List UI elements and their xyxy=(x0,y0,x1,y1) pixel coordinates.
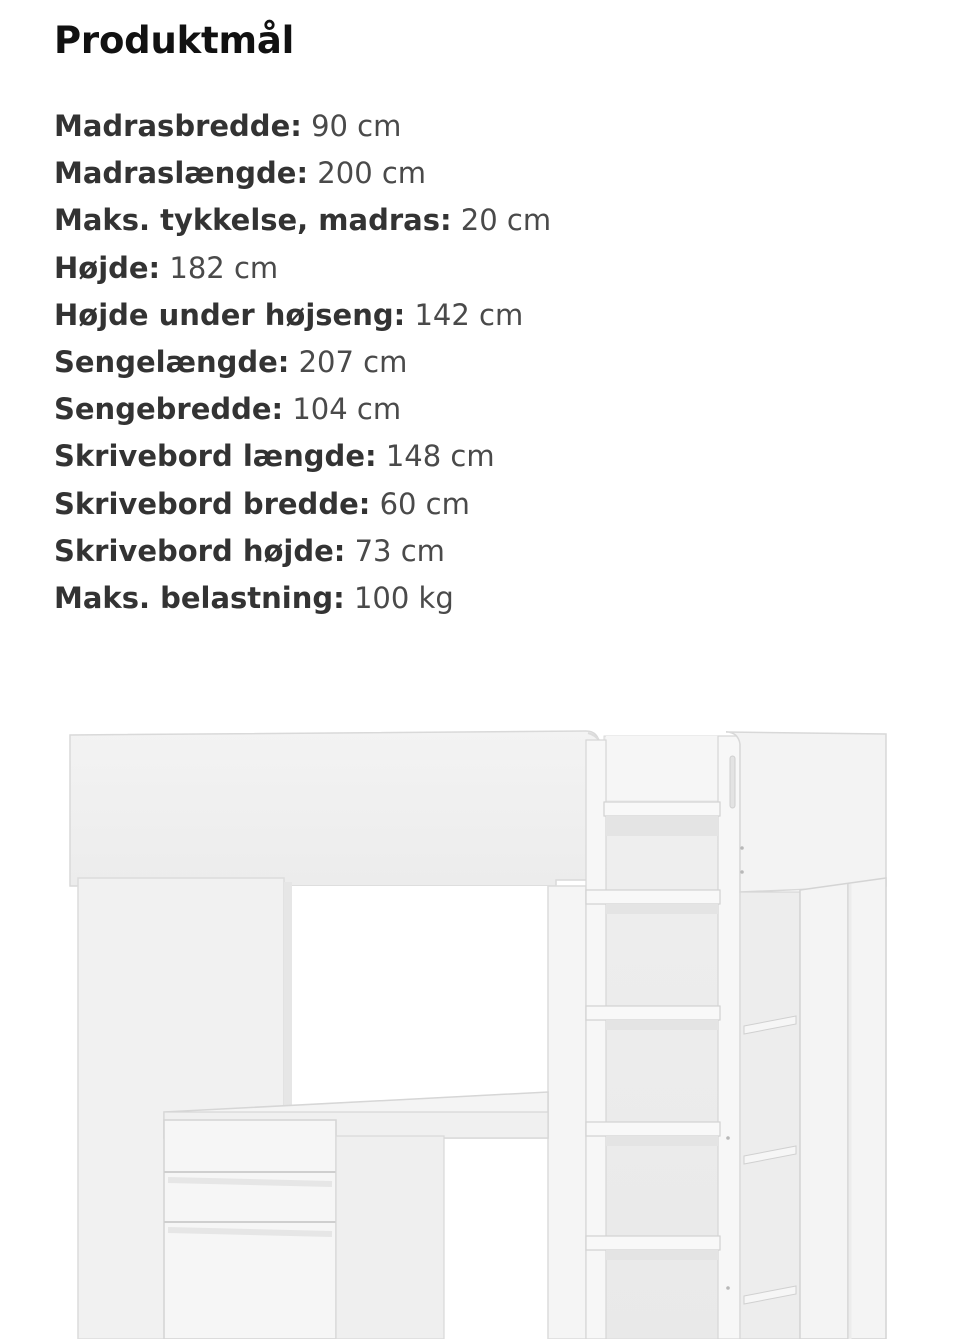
spec-value: 73 cm xyxy=(354,533,445,568)
spec-value: 142 cm xyxy=(414,297,524,332)
spec-value: 60 cm xyxy=(379,486,470,521)
spec-row xyxy=(54,292,551,339)
spec-row xyxy=(54,339,551,386)
spec-list xyxy=(54,103,551,622)
spec-row xyxy=(54,245,551,292)
spec-value: 148 cm xyxy=(385,439,495,474)
spec-label: Skrivebord bredde: xyxy=(54,486,371,521)
loft-bed-product-image xyxy=(0,690,960,1339)
spec-value: 90 cm xyxy=(311,109,402,143)
spec-label: Højde under højseng: xyxy=(54,297,406,332)
spec-label: Maks. belastning: xyxy=(54,580,345,615)
spec-value: 207 cm xyxy=(298,344,408,379)
spec-row xyxy=(54,150,551,197)
spec-value: 200 cm xyxy=(317,156,427,191)
spec-row xyxy=(54,197,551,244)
section-title: Produktmål xyxy=(54,19,295,62)
spec-value: 182 cm xyxy=(169,250,279,285)
spec-row xyxy=(54,528,551,575)
spec-label: Madrasbredde: xyxy=(54,109,302,143)
spec-value: 104 cm xyxy=(292,392,402,427)
spec-label: Sengebredde: xyxy=(54,392,284,427)
spec-value: 100 kg xyxy=(353,580,454,615)
spec-row xyxy=(54,103,551,150)
spec-row xyxy=(54,386,551,433)
spec-row xyxy=(54,481,551,528)
spec-label: Madraslængde: xyxy=(54,156,309,191)
spec-row xyxy=(54,575,551,622)
spec-label: Højde: xyxy=(54,250,161,285)
spec-label: Sengelængde: xyxy=(54,344,290,379)
spec-value: 20 cm xyxy=(460,203,552,238)
spec-row xyxy=(54,433,551,480)
spec-label: Skrivebord højde: xyxy=(54,533,346,568)
spec-label: Maks. tykkelse, madras: xyxy=(54,203,452,238)
spec-label: Skrivebord længde: xyxy=(54,439,377,474)
